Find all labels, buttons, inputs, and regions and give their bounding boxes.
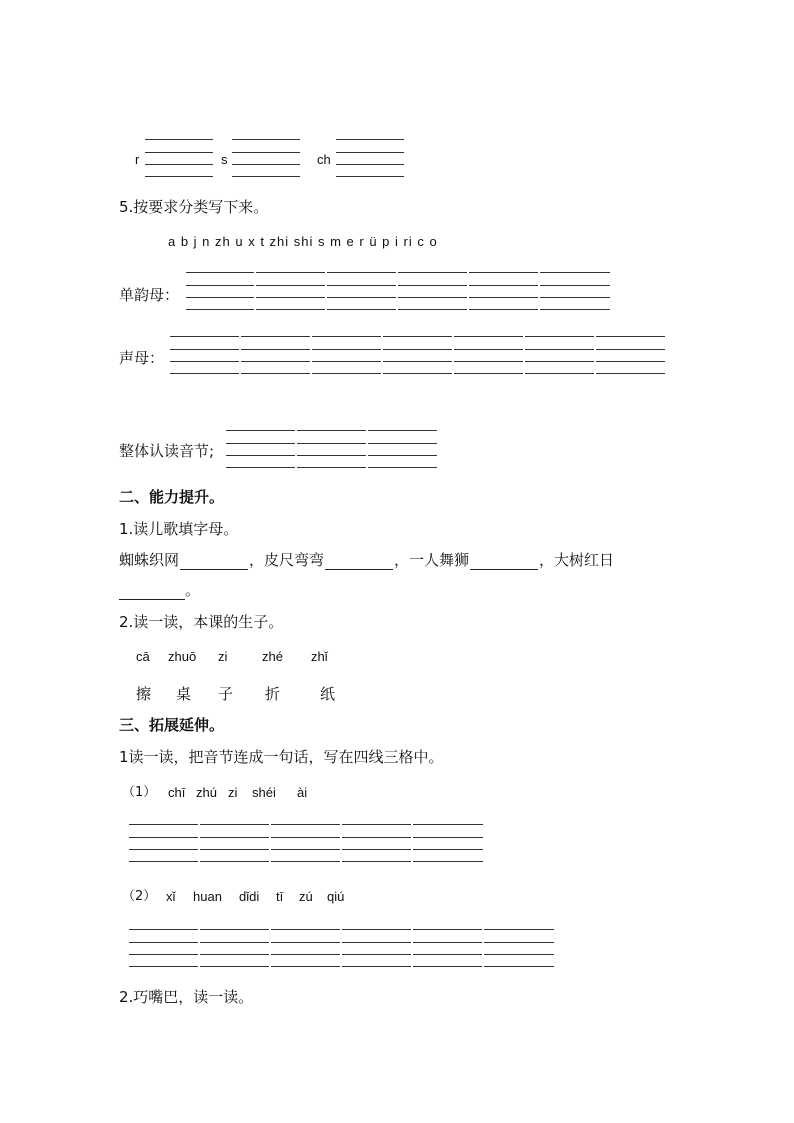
- section2-title: 二、能力提升。: [119, 488, 225, 506]
- item2-pinyin-4: tī: [276, 889, 284, 904]
- pinyin-zhi: zhǐ: [311, 649, 328, 664]
- section2-q1-title: 1.读儿歌填字母。: [119, 520, 239, 538]
- letter-s: s: [221, 152, 228, 167]
- item2-pinyin-3: dǐdi: [239, 889, 260, 904]
- hanzi-zhi: 纸: [320, 685, 336, 703]
- writing-grid-item2: [129, 929, 554, 967]
- writing-grid-item1: [129, 824, 483, 862]
- writing-grid-ch-top: [336, 139, 404, 177]
- section3-title: 三、拓展延伸。: [119, 716, 225, 734]
- hanzi-zhe: 折: [265, 685, 281, 703]
- rhyme-line-2-end: 。: [185, 581, 201, 599]
- item2-label: （2）: [122, 889, 157, 904]
- single-vowels-label: 单韵母：: [119, 286, 180, 304]
- writing-grid-r-top: [145, 139, 213, 177]
- writing-grid-single-vowels: [186, 272, 610, 310]
- fill-blank-4[interactable]: [119, 583, 185, 600]
- whole-syllables-label: 整体认读音节;: [119, 442, 215, 460]
- item2-pinyin-6: qiú: [327, 889, 345, 904]
- rhyme-phrase-1: 蜘蛛织网: [119, 551, 180, 569]
- letter-r: r: [135, 152, 140, 167]
- hanzi-zi: 子: [218, 685, 234, 703]
- section3-q1-title: 1读一读，把音节连成一句话，写在四线三格中。: [119, 748, 444, 766]
- writing-grid-initials: [170, 336, 665, 374]
- item1-pinyin-2: zhú: [196, 785, 217, 800]
- hanzi-zhuo: 桌: [176, 685, 192, 703]
- item2-pinyin-2: huan: [193, 889, 222, 904]
- pinyin-zhuo: zhuō: [168, 649, 197, 664]
- item1-pinyin-5: ài: [297, 785, 308, 800]
- pinyin-ca: cā: [136, 649, 150, 664]
- item1-pinyin-3: zi: [228, 785, 238, 800]
- pinyin-zi: zi: [218, 649, 228, 664]
- item1-pinyin-4: shéi: [252, 785, 276, 800]
- rhyme-phrase-4: ，大树红日: [539, 551, 615, 569]
- fill-blank-3[interactable]: [470, 553, 538, 570]
- q5-letter-list: a b j n zh u x t zhi shi s m e r ü p i ri c o: [168, 234, 438, 249]
- item2-pinyin-5: zú: [299, 889, 313, 904]
- pinyin-zhe: zhé: [262, 649, 283, 664]
- fill-blank-2[interactable]: [325, 553, 393, 570]
- writing-grid-s-top: [232, 139, 300, 177]
- rhyme-phrase-2: ，皮尺弯弯: [249, 551, 325, 569]
- item1-label: （1）: [122, 785, 157, 800]
- rhyme-line-1: [119, 550, 614, 570]
- initials-label: 声母：: [119, 349, 165, 367]
- letter-ch: ch: [317, 152, 331, 167]
- item1-pinyin-1: chī: [168, 785, 186, 800]
- rhyme-phrase-3: ，一人舞狮: [394, 551, 470, 569]
- item2-pinyin-1: xǐ: [166, 889, 176, 904]
- writing-grid-whole-syllables: [226, 430, 437, 468]
- hanzi-ca: 擦: [136, 685, 152, 703]
- rhyme-line-2: [119, 580, 200, 600]
- section3-q2-title: 2.巧嘴巴，读一读。: [119, 988, 254, 1006]
- section2-q2-title: 2.读一读，本课的生子。: [119, 613, 284, 631]
- q5-title: 5.按要求分类写下来。: [119, 198, 269, 216]
- fill-blank-1[interactable]: [180, 553, 248, 570]
